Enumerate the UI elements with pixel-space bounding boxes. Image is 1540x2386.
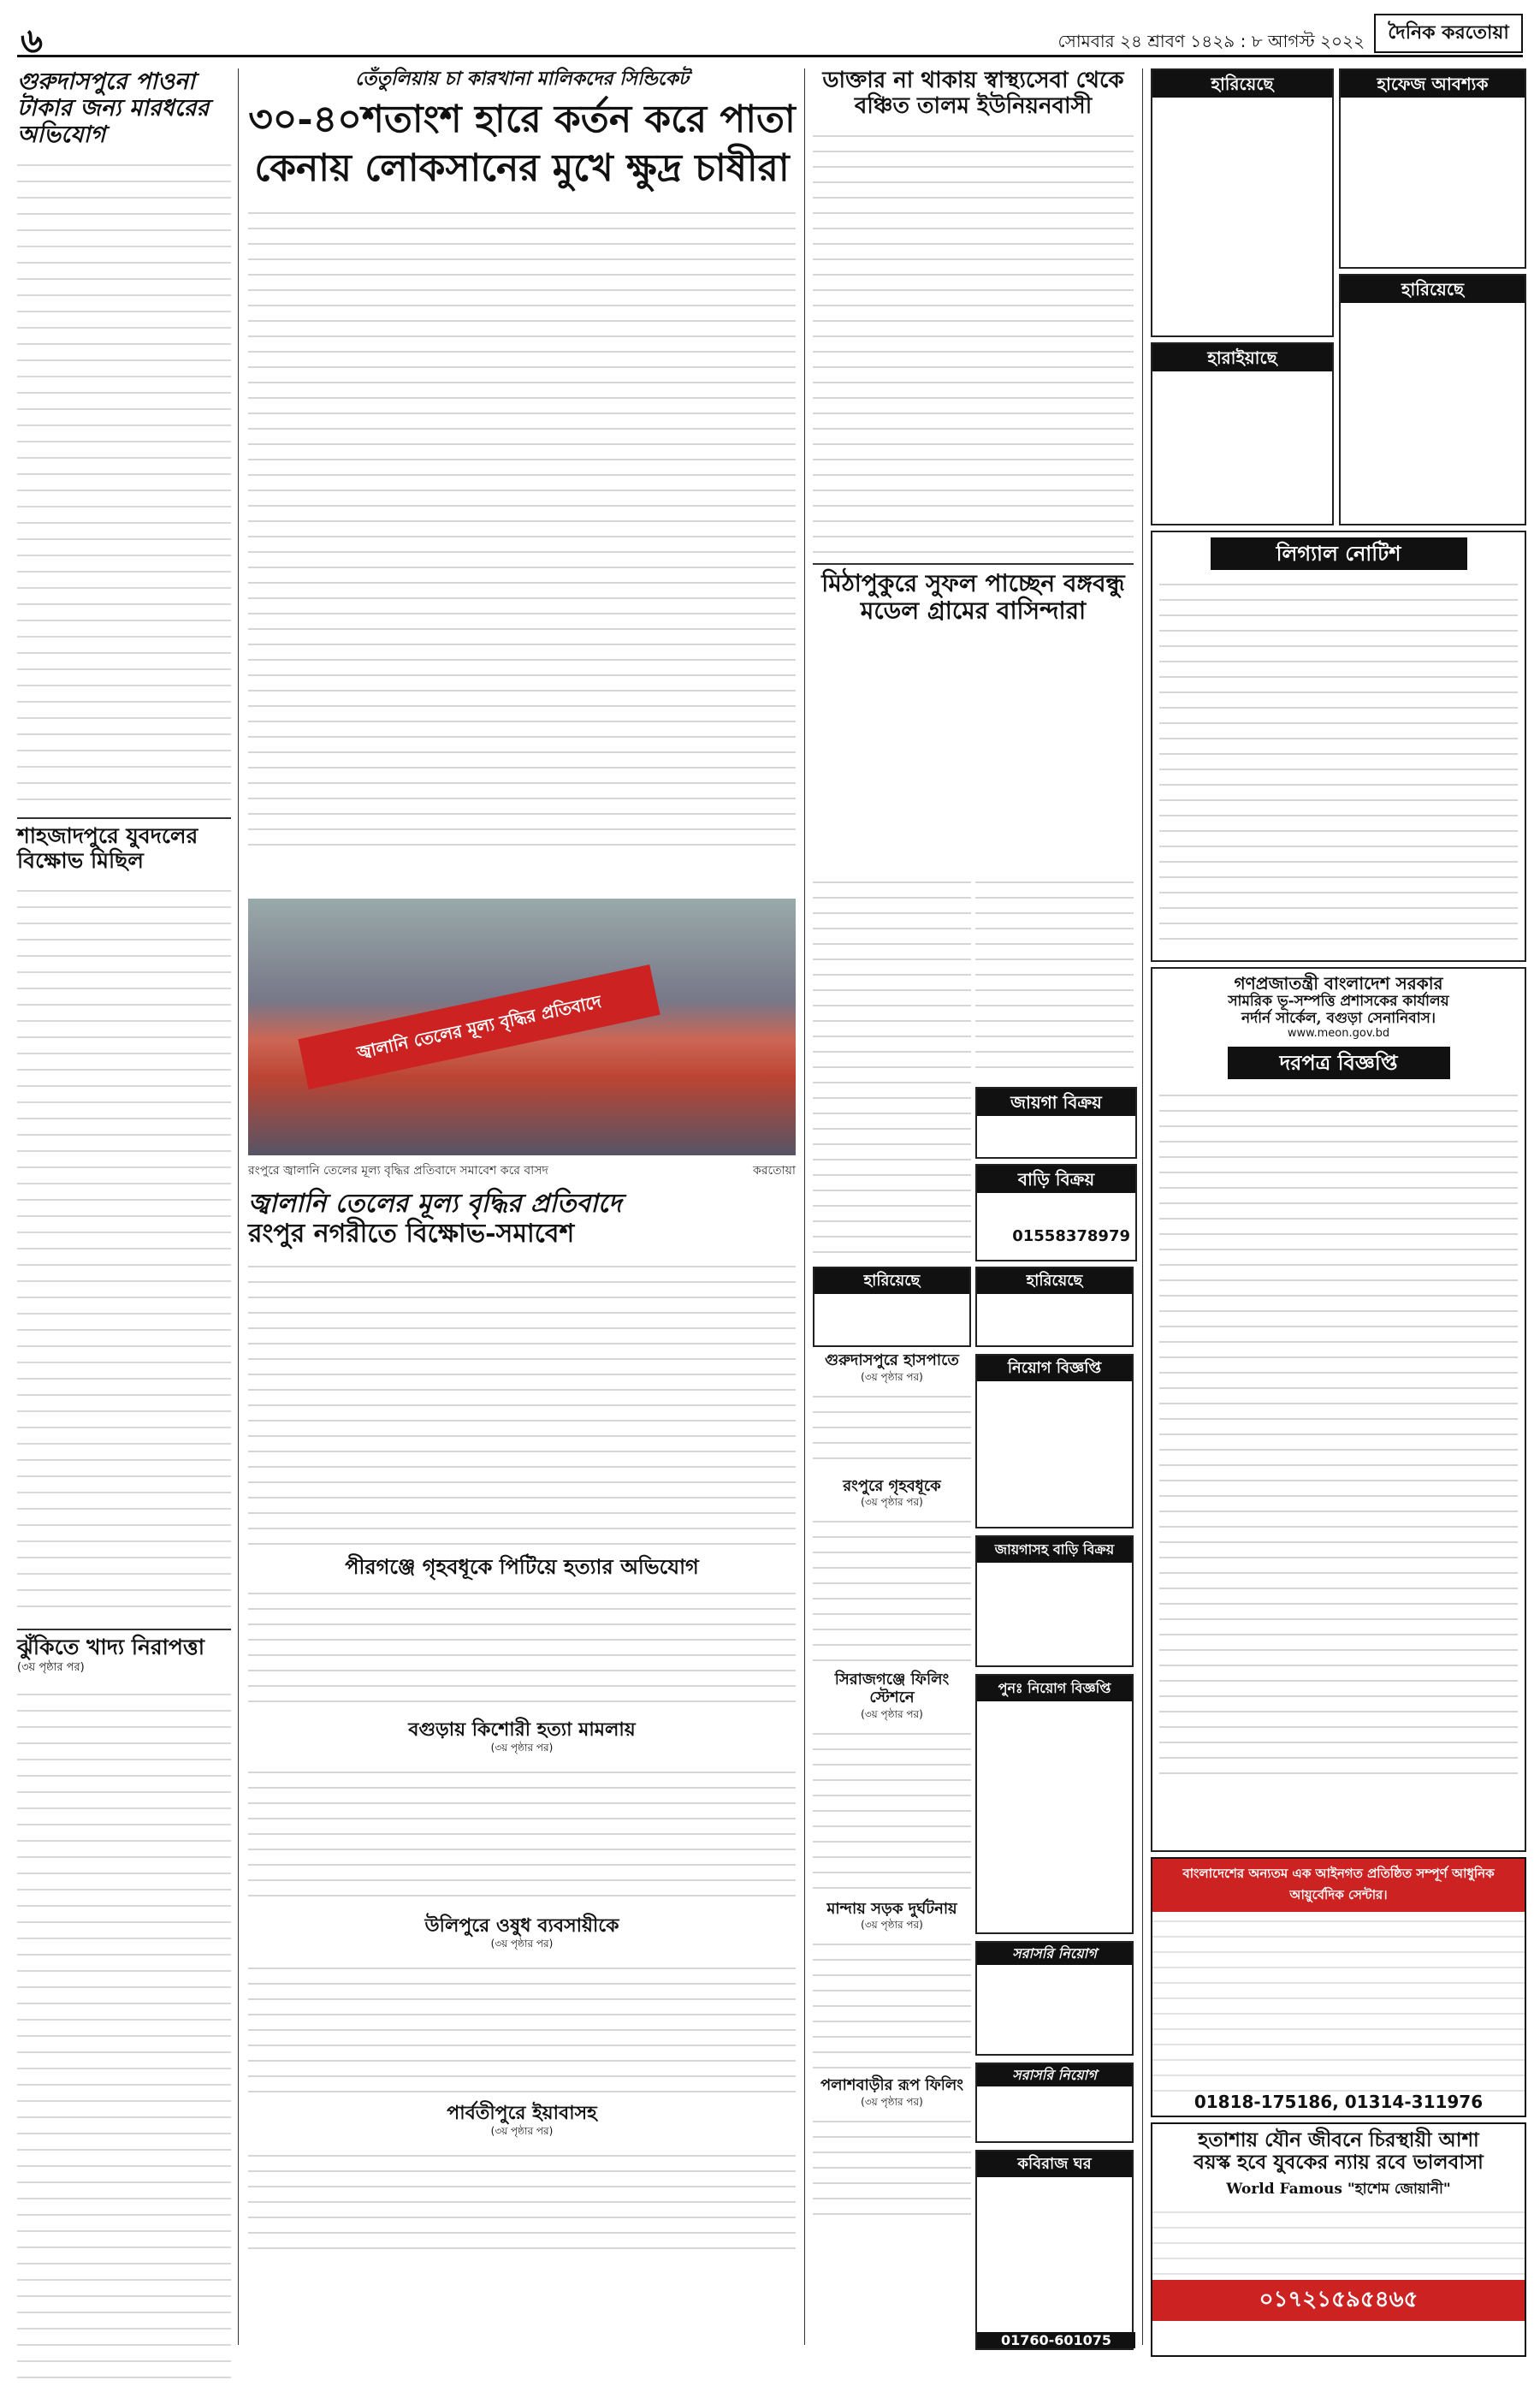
gov-line2: সামরিক ভূ-সম্পত্তি প্রশাসকের কার্যালয়	[1228, 993, 1449, 1010]
ad-phone: ০১৭২১৫৯৫৪৬৫	[1152, 2280, 1525, 2321]
headline-ulipur: উলিপুরে ওষুধ ব্যবসায়ীকে	[424, 1914, 619, 1937]
kicker: তেঁতুলিয়ায় চা কারখানা মালিকদের সিন্ডিকেট	[354, 68, 690, 90]
mid-right-stack	[975, 1267, 1134, 2353]
headline-mandai: মান্দায় সড়ক দুর্ঘটনায়	[826, 1899, 957, 1918]
ad-title: জায়গা বিক্রয়	[977, 1089, 1135, 1116]
legal-notice	[1151, 531, 1526, 962]
rally-story	[248, 1190, 796, 2353]
article-body	[248, 1763, 796, 1908]
newspaper-logo: দৈনিক করতোয়া	[1374, 14, 1523, 53]
ad-title: পুনঃ নিয়োগ বিজ্ঞপ্তি	[977, 1676, 1132, 1701]
continuation-note: (৩য় পৃষ্ঠার পর)	[861, 1919, 923, 1932]
ad-lost-1	[1151, 68, 1334, 337]
continuation-note: (৩য় পৃষ্ঠার পর)	[861, 1496, 923, 1509]
page-number: ৬	[21, 21, 44, 61]
ad-product: World Famous "হাশেম জোয়ানী"	[1226, 2180, 1451, 2198]
left-column	[17, 68, 231, 2345]
article-body	[17, 155, 231, 805]
column-divider	[1142, 68, 1143, 2345]
main-title-line2: কেনায় লোকসানের মুখে ক্ষুদ্র চাষীরা	[254, 145, 790, 190]
ad-title: হাফেজ আবশ্যক	[1341, 70, 1525, 98]
continuation-note: (৩য় পৃষ্ঠার পর)	[17, 1661, 85, 1675]
notice-body	[1159, 575, 1518, 943]
continuation-note: (৩য় পৃষ্ঠার পর)	[490, 1938, 554, 1950]
article-body	[813, 873, 971, 1258]
ad-title: সরাসরি নিয়োগ	[977, 2064, 1132, 2086]
main-title-line1: ৩০-৪০শতাংশ হারে কর্তন করে পাতা	[248, 98, 796, 142]
ad-phone: 01760-601075	[977, 2332, 1134, 2348]
ad-lost-3	[1339, 274, 1526, 525]
tonic-ad	[1151, 2122, 1526, 2357]
tender-body	[1159, 1086, 1518, 1788]
ad-land-sale	[975, 1087, 1137, 1159]
article-body	[813, 1724, 971, 1896]
column-divider	[238, 68, 239, 2345]
ad-title-line1: হতাশায় যৌন জীবনে চিরস্থায়ী আশা	[1198, 2128, 1479, 2152]
continuation-note: (৩য় পৃষ্ঠার পর)	[861, 1707, 923, 1720]
ad-title: হারিয়েছে	[814, 1268, 969, 1294]
rally-title-line1: জ্বালানি তেলের মূল্য বৃদ্ধির প্রতিবাদে	[248, 1189, 622, 1219]
continuation-note: (৩য় পৃষ্ঠার পর)	[490, 1741, 554, 1754]
article-body	[248, 1959, 796, 2096]
ayurvedic-ad	[1151, 1857, 1526, 2117]
rally-title-line2: রংপুর নগরীতে বিক্ষোভ-সমাবেশ	[248, 1218, 575, 1249]
ad-title: হারিয়েছে	[1152, 70, 1332, 98]
ad-title: হারিয়েছে	[977, 1268, 1132, 1294]
article-body	[975, 873, 1134, 1078]
ad-body	[1152, 2203, 1525, 2280]
ad-title: নিয়োগ বিজ্ঞপ্তি	[977, 1356, 1132, 1381]
article-body	[248, 1257, 796, 1548]
main-story	[248, 68, 796, 899]
article-body	[813, 1387, 971, 1473]
photo-caption: রংপুরে জ্বালানি তেলের মূল্য বৃদ্ধির প্রতিবাদে সমাবেশ করে বাসদ	[248, 1164, 548, 1178]
mid-left-stack	[813, 1267, 971, 2353]
headline-bogura: বগুড়ায় কিশোরী হত্যা মামলায়	[408, 1718, 636, 1741]
doctor-story	[813, 68, 1134, 804]
article-body	[17, 881, 231, 1617]
column-divider	[804, 68, 805, 2345]
page-header	[17, 12, 1523, 61]
date-line: সোমবার ২৪ শ্রাবণ ১৪২৯ : ৮ আগস্ট ২০২২	[1057, 31, 1365, 51]
ad-title: লিগ্যাল নোটিশ	[1211, 537, 1467, 570]
doctor-title-line2: বঞ্চিত তালম ইউনিয়নবাসী	[854, 92, 1093, 119]
doctor-title-line1: ডাক্তার না থাকায় স্বাস্থ্যসেবা থেকে	[822, 68, 1124, 93]
article-body	[813, 1935, 971, 2072]
continuation-note: (৩য় পৃষ্ঠার পর)	[861, 1370, 923, 1383]
headline-palashbari: পলাশবাড়ীর রূপ ফিলিং	[820, 2076, 964, 2095]
ad-phone: 01818-175186, 01314-311976	[1194, 2092, 1484, 2112]
protest-banner: জ্বালানি তেলের মূল্য বৃদ্ধির প্রতিবাদে	[298, 964, 660, 1089]
photo-credit: করতোয়া	[753, 1164, 796, 1178]
headline-gurudaspur: গুরুদাসপুরে পাওনা টাকার জন্য মারধরের অভিযোগ	[17, 68, 210, 149]
article-body	[248, 1584, 796, 1712]
headline-sirajganj: সিরাজগঞ্জে ফিলিং স্টেশনে	[834, 1671, 950, 1707]
ad-lost-2	[1151, 342, 1334, 525]
ad-title: জায়গাসহ বাড়ি বিক্রয়	[977, 1537, 1132, 1563]
rally-photo	[248, 899, 796, 1155]
headline-shahjadpur: শাহজাদপুরে যুবদলের বিক্ষোভ মিছিল	[17, 817, 231, 874]
government-tender	[1151, 967, 1526, 1852]
headline-gurudaspur-hospital: গুরুদাসপুরে হাসপাতে	[825, 1351, 959, 1369]
ad-title: হারাইয়াছে	[1152, 344, 1332, 371]
ad-title: কবিরাজ ঘর	[977, 2152, 1132, 2177]
article-body	[248, 2146, 796, 2249]
ad-title: হারিয়েছে	[1341, 276, 1525, 303]
article-body	[248, 204, 796, 854]
mithapukur-title-line1: মিঠাপুকুরে সুফল পাচ্ছেন বঙ্গবন্ধু	[813, 563, 1134, 597]
ad-title: দরপত্র বিজ্ঞপ্তি	[1228, 1047, 1450, 1079]
headline-rangpur: রংপুরে গৃহবধূকে	[843, 1476, 941, 1495]
ad-phone: 01558378979	[1012, 1227, 1130, 1245]
continuation-note: (৩য় পৃষ্ঠার পর)	[490, 2125, 554, 2138]
ad-hafez	[1339, 68, 1526, 269]
article-body	[813, 127, 1134, 555]
headline-pirganj: পীরগঞ্জে গৃহবধূকে পিটিয়ে হত্যার অভিযোগ	[345, 1554, 699, 1579]
ad-title: সরাসরি নিয়োগ	[977, 1943, 1132, 1965]
ad-title: বাংলাদেশের অন্যতম এক আইনগত প্রতিষ্ঠিত সম্পূর্ণ আধুনিক আয়ুর্বেদিক সেন্টার।	[1152, 1859, 1525, 1912]
headline-food-safety: ঝুঁকিতে খাদ্য নিরাপত্তা	[17, 1629, 231, 1660]
mithapukur-title-line2: মডেল গ্রামের বাসিন্দারা	[860, 596, 1087, 625]
headline-parbatipur: পার্বতীপুরে ইয়াবাসহ	[447, 2102, 597, 2125]
gov-line3: নর্দার্ন সার্কেল, বগুড়া সেনানিবাস।	[1241, 1009, 1436, 1027]
ad-house-sale	[975, 1164, 1137, 1261]
article-body	[17, 1684, 231, 2386]
ad-body	[1152, 1912, 1525, 2092]
ad-title-line2: বয়স্ক হবে যুবকের ন্যায় রবে ভালবাসা	[1194, 2151, 1484, 2175]
ad-title: বাড়ি বিক্রয়	[977, 1166, 1135, 1193]
gov-url: www.meon.gov.bd	[1287, 1027, 1390, 1041]
article-body	[813, 2112, 971, 2215]
continuation-note: (৩য় পৃষ্ঠার পর)	[861, 2096, 923, 2109]
gov-line1: গণপ্রজাতন্ত্রী বাংলাদেশ সরকার	[1234, 973, 1443, 994]
article-body	[813, 1512, 971, 1666]
